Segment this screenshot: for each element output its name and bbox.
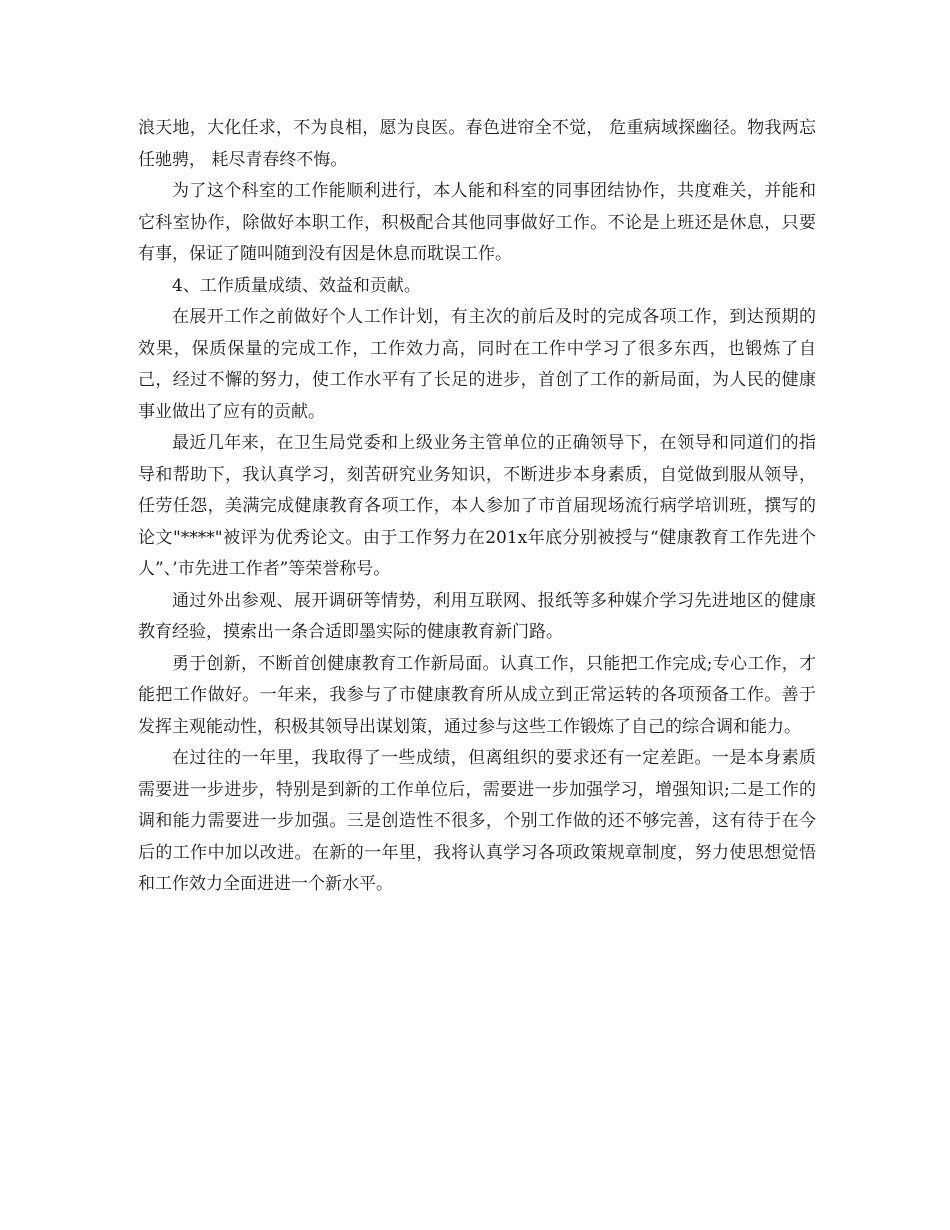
paragraph-4: 最近几年来，在卫生局党委和上级业务主管单位的正确领导下，在领导和同道们的指导和帮助下，我认真学习，刻苦研究业务知识，不断进步本身素质，自觉做到服从领导，任劳任怨，美满完成健康教育各项工作，本人参加了市首届现场流行病学培训班，撰写的论文"****"被评为优秀论文。由于工作努力在201x年底分别被授与“健康教育工作先进个人”、’市先进工作者”等荣誉称号。 <box>138 433 816 579</box>
paragraph-7: 在过往的一年里，我取得了一些成绩，但离组织的要求还有一定差距。一是本身素质需要进一步进步，特别是到新的工作单位后，需要进一步加强学习，增强知识;二是工作的调和能力需要进一步加强。三是创造性不很多，个别工作做的还不够完善，这有待于在今后的工作中加以改进。在新的一年里，我将认真学习各项政策规章制度，努力使思想觉悟和工作效力全面进进一个新水平。 <box>138 748 816 894</box>
section-heading-4: 4、工作质量成绩、效益和贡献。 <box>172 275 421 296</box>
paragraph-1: 浪天地，大化任求，不为良相，愿为良医。春色进帘全不觉， 危重病域探幽径。物我两忘任驰骋， 耗尽青春终不悔。 <box>138 118 816 170</box>
paragraph-2: 为了这个科室的工作能顺利进行，本人能和科室的同事团结协作，共度难关，并能和它科室协作，除做好本职工作，积极配合其他同事做好工作。不论是上班还是休息，只要有事，保证了随叫随到没有因是休息而耽误工作。 <box>138 181 816 264</box>
paragraph-3: 在展开工作之前做好个人工作计划，有主次的前后及时的完成各项工作，到达预期的效果，保质保量的完成工作，工作效力高，同时在工作中学习了很多东西，也锻炼了自己，经过不懈的努力，使工作水平有了长足的进步，首创了工作的新局面，为人民的健康事业做出了应有的贡献。 <box>138 307 816 422</box>
paragraph-5: 通过外出参观、展开调研等情势，利用互联网、报纸等多种媒介学习先进地区的健康教育经验，摸索出一条合适即墨实际的健康教育新门路。 <box>138 590 816 642</box>
paragraph-6: 勇于创新，不断首创健康教育工作新局面。认真工作，只能把工作完成;专心工作，才能把工作做好。一年来，我参与了市健康教育所从成立到正常运转的各项预备工作。善于发挥主观能动性，积极其领导出谋划策，通过参与这些工作锻炼了自己的综合调和能力。 <box>138 653 816 737</box>
document-body <box>138 113 816 901</box>
